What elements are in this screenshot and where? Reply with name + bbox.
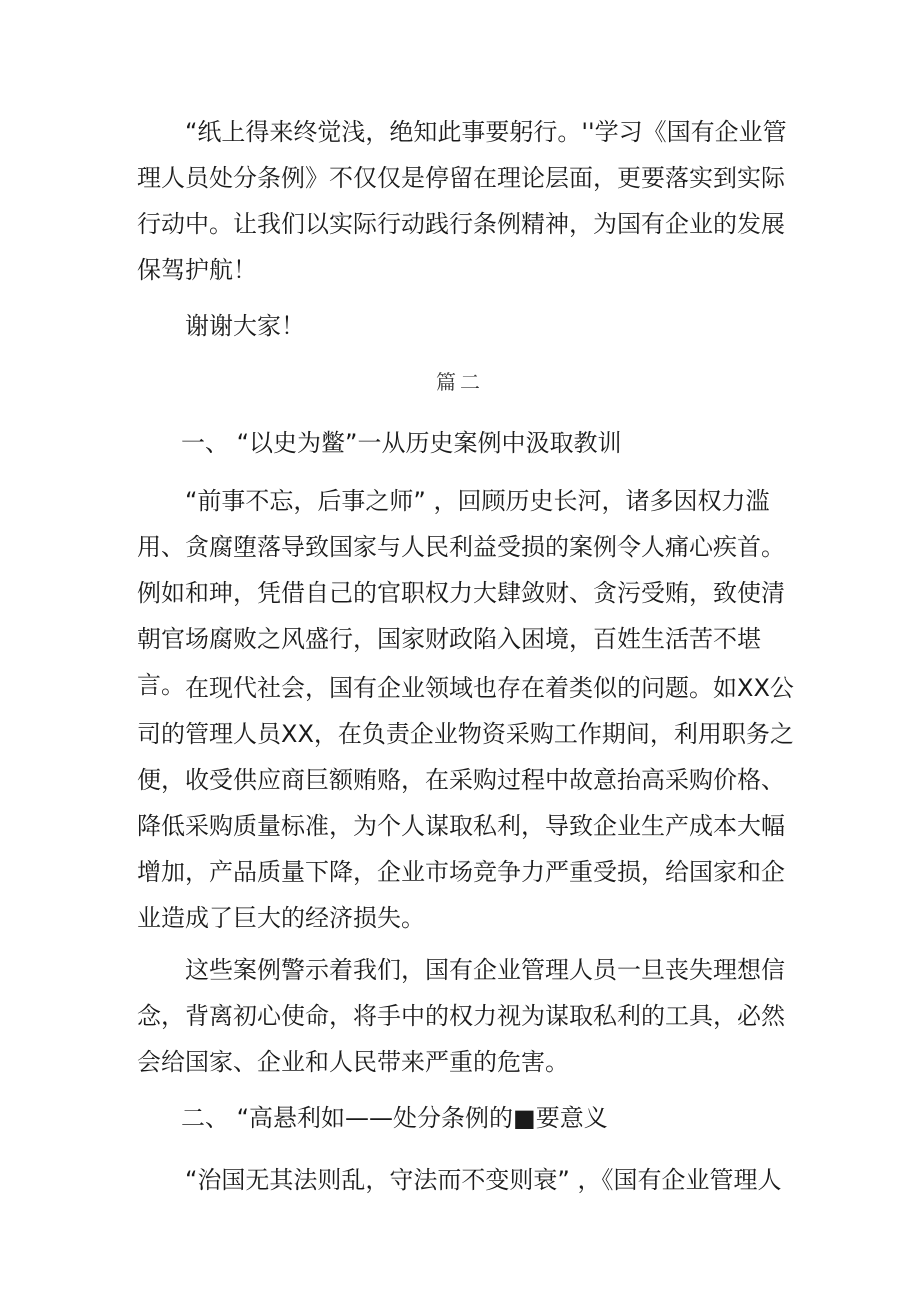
heading-history-lessons: 一、 “以史为鳖”一从历史案例中汲取教训	[181, 429, 622, 457]
paragraph-thanks: 谢谢大家！	[185, 312, 305, 340]
paragraph-governance-quote: “治国无其法则乱，守法而不变则衰” ，《国有企业管理人	[185, 1166, 782, 1194]
paragraph-warning: 这些案例警示着我们，国有企业管理人员一旦丧失理想信念，背离初心使命，将手中的权力视为谋取私利的工具，必然会给国家、企业和人民带来严重的危害。	[137, 956, 785, 1076]
paragraph-history-cases: “前事不忘，后事之师” ，回顾历史长河，诸多因权力滥用、贪腐堕落导致国家与人民利益受损的案例令人痛心疾首。例如和珅，凭借自己的官职权力大肆敛财、贪污受贿，致使清朝官场腐败之风盛行，国家财政陷入困境，百姓生活苦不堪言。	[137, 487, 785, 699]
section-title: 篇二	[436, 370, 484, 394]
paragraph-closing-quote: “纸上得来终觉浅，绝知此事要躬行。''学习《国有企业管理人员处分条例》不仅仅是停留在理论层面，更要落实到实际行动中。让我们以实际行动践行条例精神，为国有企业的发展保驾护航！	[137, 118, 787, 284]
heading-regulation-significance: 二、 “高悬利如——处分条例的■要意义	[181, 1104, 608, 1132]
paragraph-modern-cases: 在现代社会，国有企业领域也存在着类似的问题。如XX公司的管理人员XX，在负责企业物资采购工作期间，利用职务之便，收受供应商巨额贿赂，在采购过程中故意抬高采购价格、降低采购质量标准，为个人谋取私利，导致企业生产成本大幅增加，产品质量下降，企业市场竞争力严重受损，给国家和企业造成了巨大的经济损失。	[137, 674, 794, 932]
